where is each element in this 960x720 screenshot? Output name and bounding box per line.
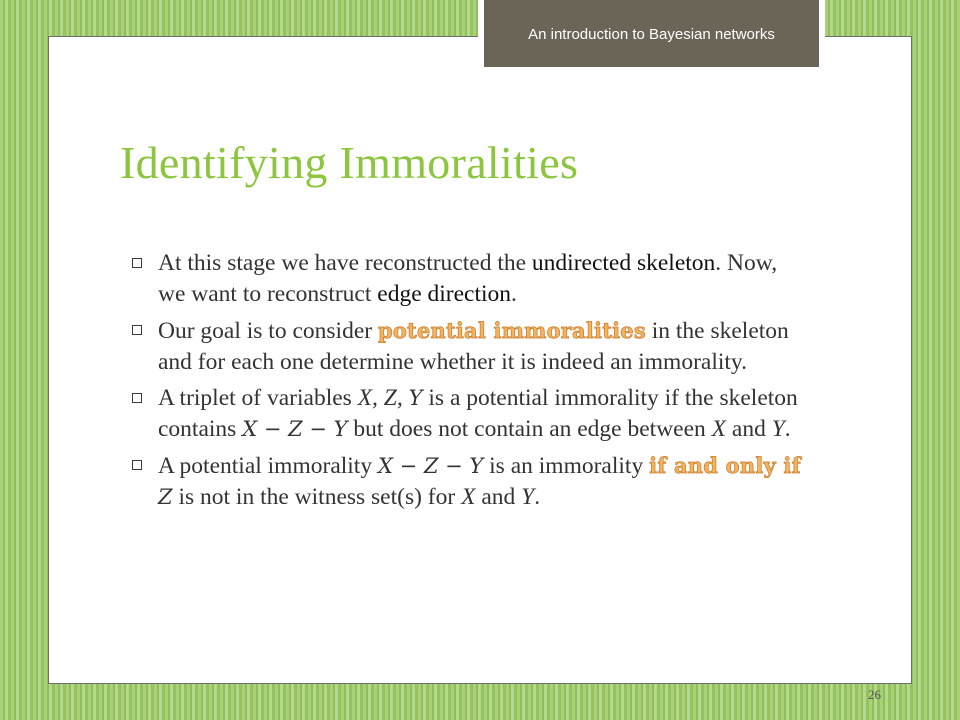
bullet-text: is not in the witness set(s) for — [172, 484, 462, 510]
math-text: X, Z, — [357, 385, 409, 411]
bullet-item — [130, 383, 810, 445]
bullet-text: Our goal is to consider — [158, 318, 378, 344]
math-text: Y — [521, 484, 535, 510]
header-tab-frame — [478, 0, 825, 73]
bullet-text: . — [784, 416, 791, 442]
bullet-text: edge direction — [377, 281, 512, 307]
bullet-text: . Now, we want to reconstruct — [158, 250, 778, 307]
square-bullet-icon — [132, 393, 142, 403]
square-bullet-icon — [132, 460, 142, 470]
bullet-text: and — [475, 484, 522, 510]
bullet-text: A triplet of variables — [158, 385, 358, 411]
math-text: X − Z − Y — [242, 417, 348, 441]
square-bullet-icon — [132, 258, 142, 268]
bullet-text: . — [534, 484, 541, 510]
bullet-item — [130, 248, 810, 310]
bullet-list — [130, 248, 810, 518]
bullet-text: in the skeleton and for each one determine whether it is indeed an immorality. — [158, 318, 789, 375]
math-text: X — [711, 416, 727, 442]
page-number: 26 — [868, 687, 881, 702]
math-text: Y — [408, 386, 423, 410]
math-text: Z — [158, 485, 173, 509]
slide-title: Identifying Immoralities — [120, 137, 579, 188]
bullet-text: At this stage we have reconstructed the — [158, 250, 532, 276]
bullet-text: is a potential immorality if the skeleton contains — [158, 385, 798, 442]
bullet-item — [130, 450, 810, 513]
bullet-text: . — [511, 281, 517, 307]
square-bullet-icon — [132, 325, 142, 335]
bullet-text: and — [726, 416, 772, 442]
bullet-item — [130, 315, 810, 378]
bullet-text: but does not contain an edge between — [347, 416, 712, 442]
math-text: Y — [771, 416, 785, 442]
math-text: X — [461, 484, 476, 510]
bullet-text: A potential immorality — [158, 453, 378, 479]
bullet-text: undirected skeleton — [531, 250, 716, 276]
emphasized-text: if and only if — [649, 453, 801, 478]
emphasized-text: potential immoralities — [377, 318, 646, 343]
bullet-text: is an immorality — [483, 453, 650, 479]
math-text: X − Z − Y — [377, 454, 484, 478]
presentation-header: An introduction to Bayesian networks — [484, 0, 819, 67]
